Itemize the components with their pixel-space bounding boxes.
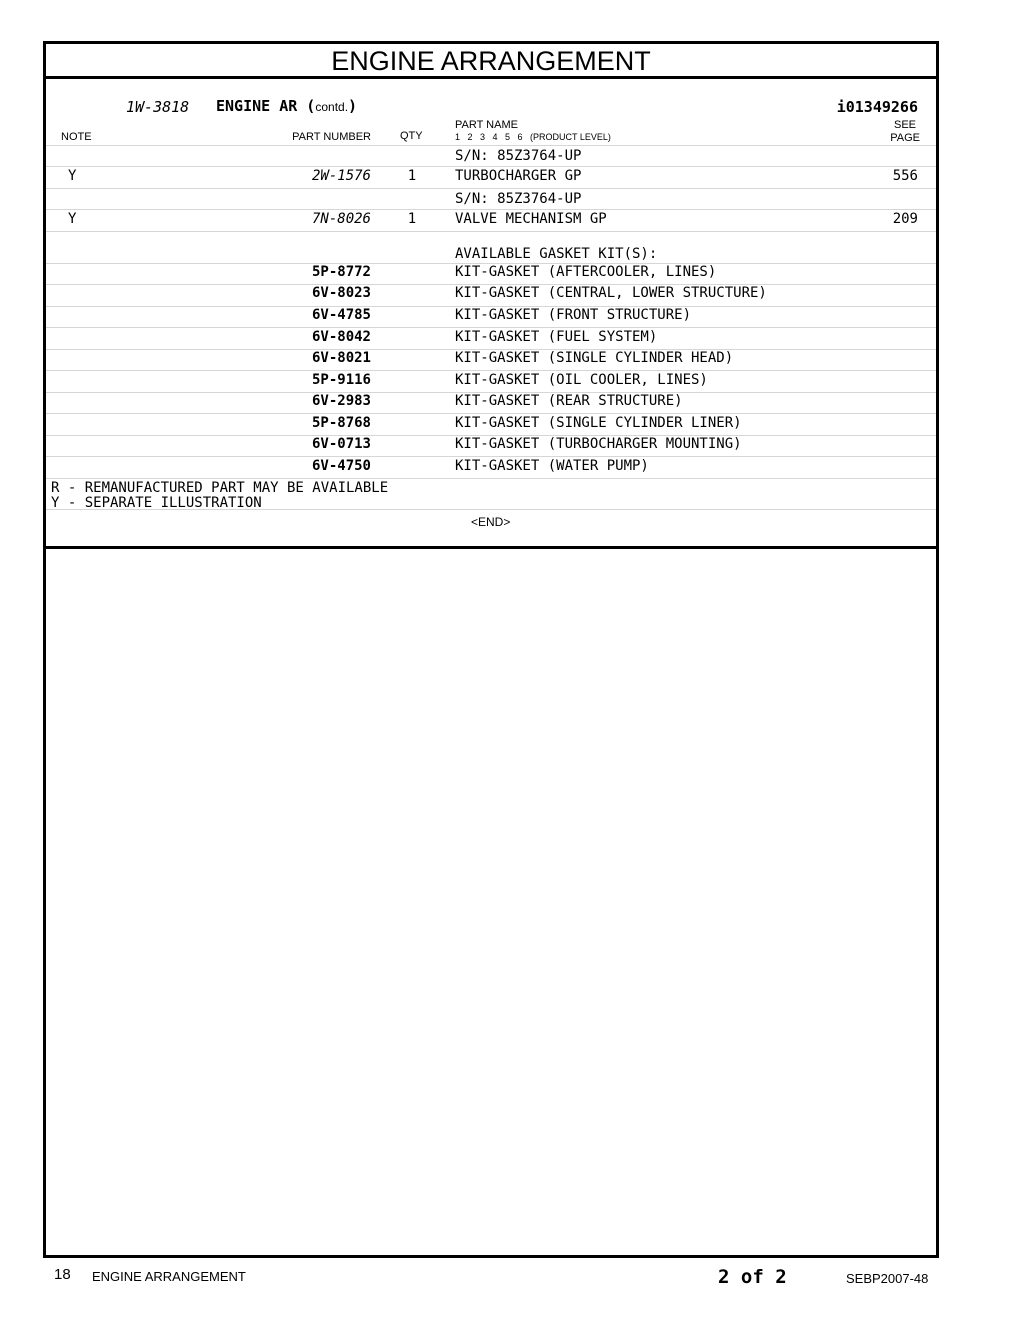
row-note: Y bbox=[68, 211, 77, 227]
group-contd: contd. bbox=[315, 100, 349, 114]
gasket-name: KIT-GASKET (SINGLE CYLINDER LINER) bbox=[455, 415, 742, 431]
row-serial: S/N: 85Z3764-UP bbox=[455, 148, 582, 164]
gasket-name: KIT-GASKET (FUEL SYSTEM) bbox=[455, 329, 658, 345]
page-title: ENGINE ARRANGEMENT bbox=[46, 44, 936, 79]
row-qty: 1 bbox=[407, 211, 417, 227]
section-end-rule bbox=[46, 546, 936, 549]
header-page: PAGE bbox=[890, 132, 920, 144]
gasket-name: KIT-GASKET (FRONT STRUCTURE) bbox=[455, 307, 692, 323]
group-name bbox=[216, 97, 357, 116]
gasket-part-number: 6V-8023 bbox=[311, 285, 371, 301]
row-part-number: 7N-8026 bbox=[311, 211, 371, 227]
gasket-part-number: 6V-4750 bbox=[311, 458, 371, 474]
gasket-part-number: 6V-4785 bbox=[311, 307, 371, 323]
row-part-number: 2W-1576 bbox=[311, 168, 371, 184]
header-part-name: PART NAME bbox=[455, 119, 518, 131]
row-see-page: 209 bbox=[892, 211, 918, 227]
header-part-number: PART NUMBER bbox=[292, 131, 371, 143]
gasket-name: KIT-GASKET (TURBOCHARGER MOUNTING) bbox=[455, 436, 742, 452]
gasket-part-number: 6V-8042 bbox=[311, 329, 371, 345]
row-part-name: TURBOCHARGER GP bbox=[455, 168, 582, 184]
row-see-page: 556 bbox=[892, 168, 918, 184]
gasket-name: KIT-GASKET (SINGLE CYLINDER HEAD) bbox=[455, 350, 734, 366]
footer-doc-id: SEBP2007-48 bbox=[846, 1271, 929, 1286]
header-note: NOTE bbox=[61, 131, 92, 143]
gasket-name: KIT-GASKET (CENTRAL, LOWER STRUCTURE) bbox=[455, 285, 767, 301]
header-see: SEE bbox=[893, 119, 916, 131]
footer-section: ENGINE ARRANGEMENT bbox=[92, 1269, 246, 1284]
footer-page-of: 2 of 2 bbox=[718, 1266, 787, 1288]
legend-remanufactured: R - REMANUFACTURED PART MAY BE AVAILABLE bbox=[51, 480, 389, 496]
row-qty: 1 bbox=[407, 168, 417, 184]
gasket-part-number: 5P-9116 bbox=[311, 372, 371, 388]
row-serial: S/N: 85Z3764-UP bbox=[455, 191, 582, 207]
parts-page-frame bbox=[43, 41, 939, 1258]
gasket-name: KIT-GASKET (AFTERCOOLER, LINES) bbox=[455, 264, 717, 280]
gasket-part-number: 6V-8021 bbox=[311, 350, 371, 366]
header-qty: QTY bbox=[400, 130, 423, 142]
gasket-part-number: 5P-8772 bbox=[311, 264, 371, 280]
gasket-name: KIT-GASKET (OIL COOLER, LINES) bbox=[455, 372, 708, 388]
row-part-name: VALVE MECHANISM GP bbox=[455, 211, 607, 227]
header-product-level: 1 2 3 4 5 6 (PRODUCT LEVEL) bbox=[455, 132, 611, 142]
row-note: Y bbox=[68, 168, 77, 184]
gasket-name: KIT-GASKET (REAR STRUCTURE) bbox=[455, 393, 683, 409]
footer-page-number: 18 bbox=[54, 1266, 71, 1283]
group-name-text: ENGINE AR ( bbox=[216, 97, 316, 115]
end-marker: <END> bbox=[471, 515, 511, 529]
legend-separate-illustration: Y - SEPARATE ILLUSTRATION bbox=[51, 495, 262, 511]
group-part-number: 1W-3818 bbox=[126, 98, 190, 116]
gasket-part-number: 6V-0713 bbox=[311, 436, 371, 452]
gasket-part-number: 6V-2983 bbox=[311, 393, 371, 409]
gasket-name: KIT-GASKET (WATER PUMP) bbox=[455, 458, 649, 474]
gasket-heading: AVAILABLE GASKET KIT(S): bbox=[455, 246, 658, 262]
group-name-close: ) bbox=[348, 97, 358, 115]
gasket-part-number: 5P-8768 bbox=[311, 415, 371, 431]
illustration-id: i01349266 bbox=[836, 98, 918, 116]
